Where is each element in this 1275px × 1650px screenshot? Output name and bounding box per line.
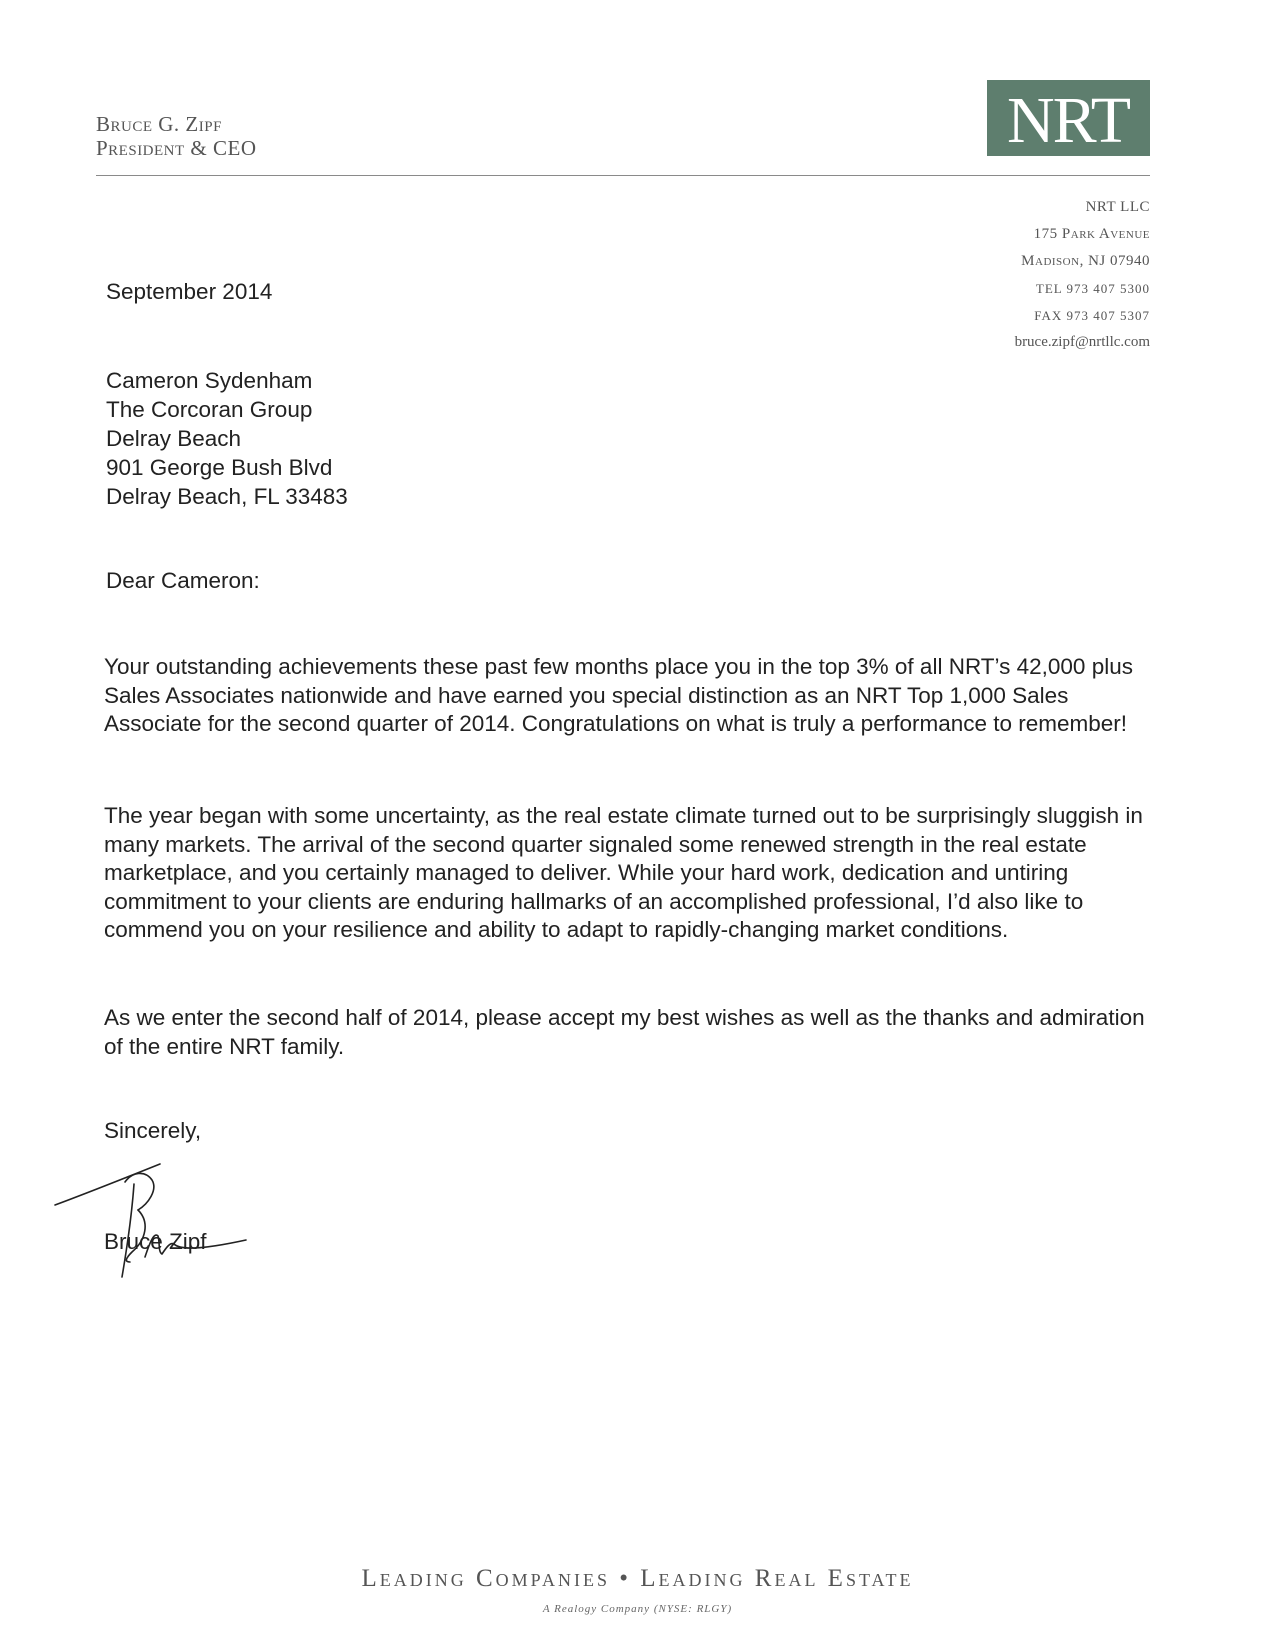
company-tel: TEL 973 407 5300 [1035,281,1150,296]
nrt-logo [987,80,1150,156]
recipient-line: 901 George Bush Blvd [106,455,333,480]
company-street: 175 Park Avenue [1033,226,1150,242]
handwritten-signature [50,1112,270,1282]
svg-text:NRT: NRT [1006,84,1130,156]
body-paragraph: The year began with some uncertainty, as the real estate climate turned out to be surprisingly sluggish in many markets. The arrival of the second quarter signaled some renewed strength in the real estate marketplace, and you certainly managed to deliver. While your hard work, dedication and untiring commitment to your clients are enduring hallmarks of an accomplished professional, I’d also like to commend you on your resilience and ability to adapt to rapidly-changing market conditions. [104,803,1143,942]
footer-subline: A Realogy Company (NYSE: RLGY) [542,1603,733,1615]
recipient-line: Delray Beach [106,426,242,451]
recipient-line: Cameron Sydenham [106,368,313,393]
recipient-line: The Corcoran Group [106,397,313,422]
body-paragraph: As we enter the second half of 2014, please accept my best wishes as well as the thanks and admiration of the entire NRT family. [104,1005,1145,1059]
company-fax: FAX 973 407 5307 [1034,308,1150,323]
closing: Sincerely, [104,1118,202,1143]
recipient-address [106,366,348,511]
signer-name: Bruce Zipf [104,1229,207,1254]
footer-tagline: Leading Companies • Leading Real Estate [361,1565,914,1592]
recipient-line: Delray Beach, FL 33483 [106,484,348,509]
company-address [1015,194,1150,356]
sender-name: Bruce G. Zipf [96,112,222,136]
company-email: bruce.zipf@nrtllc.com [1014,334,1150,350]
salutation: Dear Cameron: [106,568,260,593]
company-city: Madison, NJ 07940 [1021,253,1150,269]
letter-date: September 2014 [106,279,273,304]
body-paragraph: Your outstanding achievements these past few months place you in the top 3% of all NRT’s 42,000 plus Sales Associates nationwide and have earned you special distinction as an NRT Top 1,000 Sales Associate for the second quarter of 2014. Congratulations on what is truly a performance to remember! [104,654,1133,736]
letterhead-divider [96,175,1150,176]
letterhead-sender [96,112,257,160]
sender-title: President & CEO [96,136,257,160]
company-name: NRT LLC [1085,199,1150,215]
